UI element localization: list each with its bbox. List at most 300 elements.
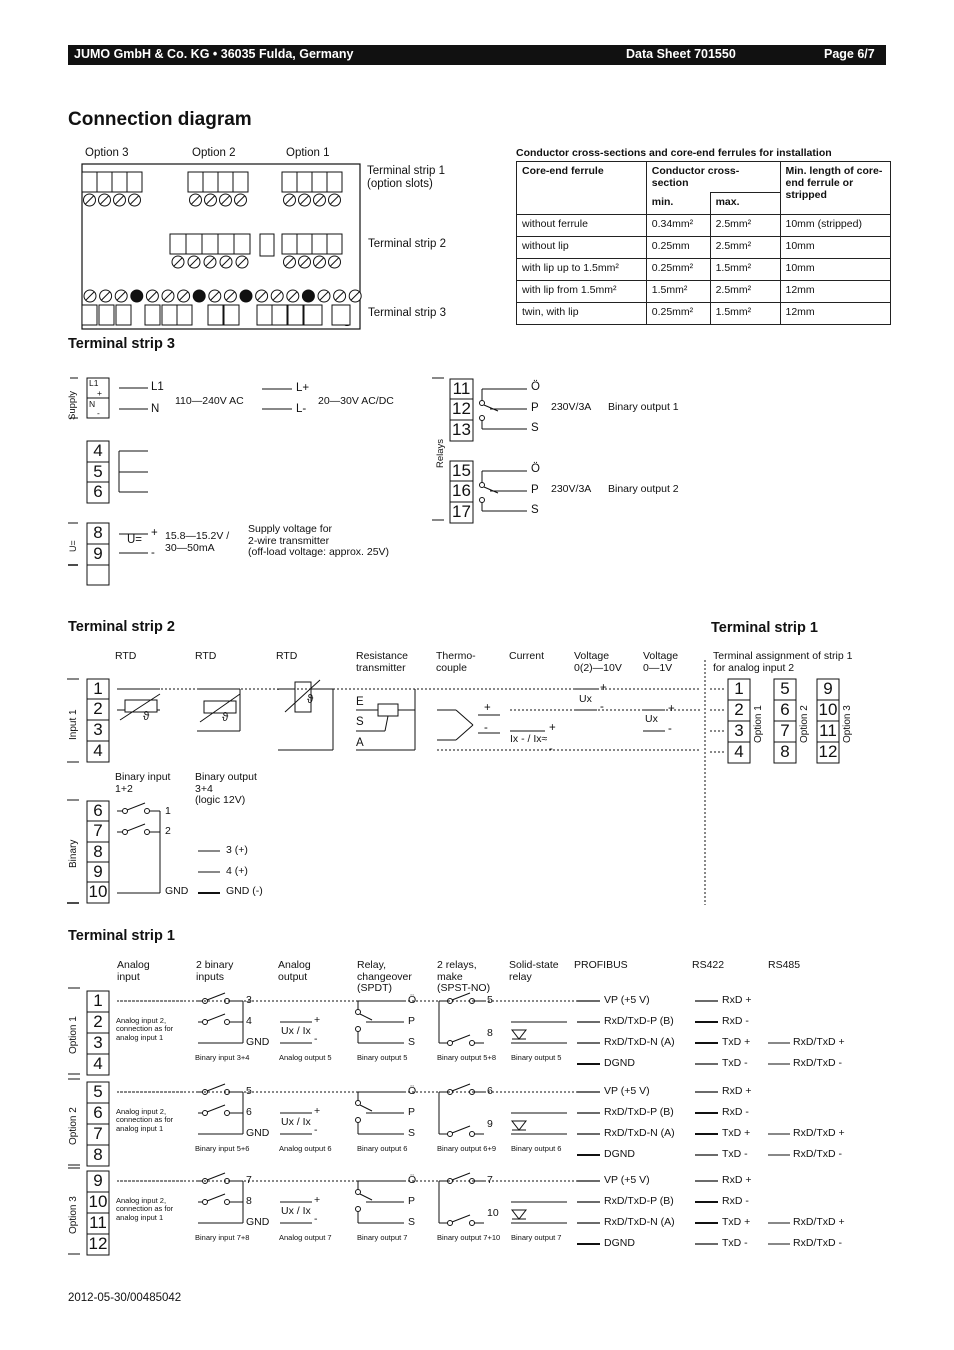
screw-icon	[240, 290, 252, 302]
ts1-column-header: RS422	[692, 959, 725, 971]
company-name: JUMO GmbH & Co. KG • 36035 Fulda, Germany	[74, 47, 354, 61]
ssr-caption: Binary output 6	[511, 1144, 562, 1153]
overview-terminal	[233, 172, 248, 192]
switch-contact	[123, 809, 128, 814]
conductor-cell: 12mm	[780, 303, 891, 325]
screw-icon	[302, 290, 314, 302]
overview-terminal	[208, 305, 223, 325]
overview-terminal	[186, 234, 202, 254]
ts3-terminal: 9	[93, 544, 103, 563]
profibus-signal: VP (+5 V)	[604, 1085, 650, 1097]
rs422-signal: TxD -	[722, 1237, 748, 1249]
bout-4: 4 (+)	[226, 865, 248, 877]
terminal-box	[87, 565, 109, 585]
conductor-cell: with lip up to 1.5mm²	[517, 259, 647, 281]
overview-terminal	[327, 234, 342, 254]
relay-terminal: 11	[452, 379, 471, 398]
lplus-mark: +	[97, 388, 102, 398]
minus: -	[549, 743, 553, 755]
switch-contact	[480, 416, 485, 421]
current-label: Ix - / Ix≈	[510, 733, 548, 745]
overview-terminal	[297, 234, 312, 254]
overview-terminal	[312, 172, 327, 192]
ts1-column-header: RS485	[768, 959, 801, 971]
strip3-label: Terminal strip 3	[368, 307, 446, 319]
assign-terminal: 8	[780, 742, 790, 761]
uxix-label: Ux / Ix	[281, 1116, 311, 1128]
ts3-terminal: 6	[93, 482, 103, 501]
contact-s: S	[531, 504, 539, 516]
switch-contact	[123, 830, 128, 835]
ts2-column-header: Current	[509, 650, 545, 662]
minus: -	[314, 1213, 318, 1225]
overview-terminal	[127, 172, 142, 192]
ac-range: 110—240V AC	[175, 395, 244, 407]
a-label: A	[356, 737, 364, 749]
switch-contact	[203, 1111, 208, 1116]
bin-1: 1	[165, 805, 171, 817]
col-max: max.	[710, 193, 780, 215]
switch-contact	[356, 1101, 361, 1106]
gnd-label: GND	[165, 885, 189, 897]
switch-contact	[470, 1041, 475, 1046]
wire	[456, 725, 473, 740]
plus: +	[484, 702, 491, 714]
assign-terminal: 4	[734, 742, 744, 761]
contact-s: S	[408, 1216, 416, 1228]
theta-symbol: ϑ	[222, 712, 229, 724]
option-label: Option 3	[85, 147, 129, 159]
ts2-title: Terminal strip 2	[68, 619, 175, 635]
relays-caption: Binary output 5+8	[437, 1053, 497, 1062]
overview-terminal	[224, 305, 239, 325]
uxix-label: Ux / Ix	[281, 1205, 311, 1217]
theta-symbol: ϑ	[307, 694, 314, 706]
bout-3: 3 (+)	[226, 844, 248, 856]
assign-terminal: 5	[780, 679, 790, 698]
relay-caption: Binary output 6	[357, 1144, 408, 1153]
overview-terminal	[112, 172, 127, 192]
ts1-option-label: Option 2	[68, 1107, 79, 1145]
binary-output-label: Binary output 2	[608, 483, 679, 495]
plus: +	[600, 682, 607, 694]
switch-contact	[480, 498, 485, 503]
switch-contact	[356, 1010, 361, 1015]
wire	[207, 1194, 225, 1201]
switch-contact	[225, 1111, 230, 1116]
page-title: Connection diagram	[68, 109, 252, 130]
col-min: min.	[646, 193, 710, 215]
binary-terminal: 8	[93, 842, 103, 861]
switch-contact	[448, 1132, 453, 1137]
ux-label: Ux	[579, 693, 592, 705]
ts2-column-header: Voltage 0—1V	[643, 650, 679, 674]
relay-term: 9	[487, 1118, 493, 1130]
ts1-terminal: 9	[93, 1171, 103, 1190]
theta-symbol: ϑ	[143, 711, 150, 723]
analog-output-caption: Analog output 7	[279, 1233, 332, 1242]
analog-note: Analog input 2, connection as for analog input 1	[116, 1016, 174, 1042]
col-minlen: Min. length of core-end ferrule or stripped	[780, 162, 891, 215]
ts1-terminal: 6	[93, 1103, 103, 1122]
ssr-caption: Binary output 5	[511, 1053, 562, 1062]
plus: +	[314, 1014, 321, 1026]
switch-contact	[145, 830, 150, 835]
overview-terminal	[282, 234, 297, 254]
conductor-cell: 2.5mm²	[710, 281, 780, 303]
ssr-icon	[512, 1210, 526, 1219]
profibus-signal: VP (+5 V)	[604, 1174, 650, 1186]
analog-note: Analog input 2, connection as for analog input 1	[116, 1196, 174, 1222]
rs422-signal: RxD -	[722, 1015, 749, 1027]
ts1-terminal: 8	[93, 1145, 103, 1164]
datasheet-number: Data Sheet 701550	[626, 47, 736, 61]
switch-contact	[448, 1221, 453, 1226]
ts1-terminal: 5	[93, 1082, 103, 1101]
bi-term: 6	[246, 1106, 252, 1118]
relays-caption: Binary output 7+10	[437, 1233, 501, 1242]
conductor-cell: 2.5mm²	[710, 237, 780, 259]
contact-p: P	[531, 484, 539, 496]
input-terminal: 2	[93, 699, 103, 718]
screw-icon	[193, 290, 205, 302]
overview-terminal	[282, 172, 297, 192]
ts2-column-header: Voltage 0(2)—10V	[574, 650, 622, 674]
contact-s: S	[408, 1127, 416, 1139]
profibus-signal: RxD/TxD-P (B)	[604, 1195, 674, 1207]
input1-label: Input 1	[68, 709, 79, 740]
switch-contact	[356, 1027, 361, 1032]
wire	[452, 1173, 470, 1180]
overview-terminal	[272, 305, 287, 325]
bi-term: 4	[246, 1015, 252, 1027]
ts1-column-header: Solid-state relay	[509, 959, 559, 983]
input-terminal: 1	[93, 679, 103, 698]
conductor-cell: 2.5mm²	[710, 215, 780, 237]
relay-terminal: 12	[452, 399, 471, 418]
assign-terminal: 12	[818, 742, 838, 761]
overview-terminal	[116, 305, 131, 325]
switch-contact	[480, 483, 485, 488]
relay-terminal: 17	[452, 502, 471, 521]
contact-s: S	[531, 422, 539, 434]
conductor-cell: without lip	[517, 237, 647, 259]
conductor-cell: 1.5mm²	[646, 281, 710, 303]
overview-terminal	[82, 305, 97, 325]
ts1-column-header: Analog input	[117, 959, 150, 983]
ts1-terminal: 7	[93, 1124, 103, 1143]
minus: -	[314, 1033, 318, 1045]
bi-term: 3	[246, 994, 252, 1006]
footer-doc-id: 2012-05-30/00485042	[68, 1292, 182, 1304]
overview-terminal	[312, 234, 327, 254]
minus: -	[600, 701, 604, 713]
overview-terminal	[218, 172, 233, 192]
ts1-terminal: 10	[88, 1192, 108, 1211]
wire	[452, 1215, 470, 1222]
conductor-cell: 12mm	[780, 281, 891, 303]
wire	[456, 710, 473, 725]
profibus-signal: RxD/TxD-N (A)	[604, 1127, 675, 1139]
binary-input-caption: Binary input 7+8	[195, 1233, 250, 1242]
u-label: U=	[68, 540, 78, 552]
rs422-signal: RxD +	[722, 1174, 752, 1186]
conductor-cell: 1.5mm²	[710, 259, 780, 281]
wire	[484, 405, 498, 411]
wire	[127, 824, 145, 831]
rs422-signal: TxD +	[722, 1127, 751, 1139]
gnd-label: GND	[246, 1127, 270, 1139]
relay-terminal: 16	[452, 481, 471, 500]
binary-input-header: Binary input 1+2	[115, 771, 171, 795]
overview-terminal	[297, 172, 312, 192]
profibus-signal: RxD/TxD-N (A)	[604, 1216, 675, 1228]
conductor-cell: 0.25mm²	[646, 303, 710, 325]
input-terminal: 4	[93, 741, 103, 760]
assign-terminal: 2	[734, 700, 744, 719]
profibus-signal: RxD/TxD-P (B)	[604, 1106, 674, 1118]
ts3-terminal: 5	[93, 462, 103, 481]
overview-terminal	[170, 234, 186, 254]
conductor-cell: twin, with lip	[517, 303, 647, 325]
lplus-label: L+	[296, 382, 310, 394]
profibus-signal: DGND	[604, 1148, 635, 1160]
overview-terminal	[82, 172, 97, 192]
ts1-column-header: 2 binary inputs	[196, 959, 234, 983]
contact-p: P	[408, 1195, 416, 1207]
plus: +	[549, 722, 556, 734]
bi-term: 5	[246, 1085, 252, 1097]
assign-terminal: 7	[780, 721, 790, 740]
conductor-cell: 1.5mm²	[710, 303, 780, 325]
wire	[207, 1084, 225, 1091]
conductor-cell: with lip from 1.5mm²	[517, 281, 647, 303]
bin-2: 2	[165, 825, 171, 837]
ts1-terminal: 11	[89, 1213, 107, 1232]
rs485-signal: RxD/TxD -	[793, 1237, 842, 1249]
ts1-option-label: Option 1	[68, 1016, 79, 1054]
uxix-label: Ux / Ix	[281, 1025, 311, 1037]
strip1-label: Terminal strip 1 (option slots)	[367, 165, 445, 190]
ts1-terminal: 4	[93, 1054, 103, 1073]
relay-terminal: 15	[452, 461, 471, 480]
ts3-terminal: 8	[93, 523, 103, 542]
input-terminal: 3	[93, 720, 103, 739]
overview-terminal	[188, 172, 203, 192]
ts3-title: Terminal strip 3	[68, 336, 175, 352]
conductor-cell: 10mm (stripped)	[780, 215, 891, 237]
bi-term: 8	[246, 1195, 252, 1207]
switch-contact	[448, 1041, 453, 1046]
col-conductor: Conductor cross-section	[646, 162, 780, 193]
wire	[360, 1105, 372, 1111]
overview-terminal	[234, 234, 250, 254]
tx-desc: Supply voltage for 2-wire transmitter (off-load voltage: approx. 25V)	[248, 523, 390, 559]
switch-contact	[145, 809, 150, 814]
plus: +	[314, 1194, 321, 1206]
switch-contact	[203, 1200, 208, 1205]
wire	[385, 716, 388, 731]
ts1-terminal: 1	[93, 991, 103, 1010]
wire	[207, 993, 225, 1000]
plus: +	[314, 1105, 321, 1117]
rs422-signal: TxD +	[722, 1036, 751, 1048]
bout-gnd: GND (-)	[226, 885, 263, 897]
acdc-range: 20—30V AC/DC	[318, 395, 394, 407]
wire	[452, 1084, 470, 1091]
tx-range: 15.8—15.2V / 30—50mA	[165, 530, 230, 554]
contact-o: Ö	[408, 1085, 417, 1097]
rs422-signal: RxD -	[722, 1195, 749, 1207]
ssr-icon	[512, 1121, 526, 1130]
rs422-signal: TxD -	[722, 1057, 748, 1069]
screw-icon	[131, 290, 143, 302]
ts2-column-header: RTD	[276, 650, 298, 662]
wire	[207, 1014, 225, 1021]
binary-terminal: 7	[93, 821, 103, 840]
contact-o: Ö	[408, 994, 417, 1006]
gnd-label: GND	[246, 1036, 270, 1048]
rs422-signal: TxD +	[722, 1216, 751, 1228]
relay-term: 8	[487, 1027, 493, 1039]
binary-input-caption: Binary input 3+4	[195, 1053, 250, 1062]
wire	[360, 1194, 372, 1200]
assign-terminal: 6	[780, 700, 790, 719]
binary-output-label: Binary output 1	[608, 401, 679, 413]
rs485-signal: RxD/TxD +	[793, 1216, 845, 1228]
option-label: Option 2	[192, 147, 236, 159]
ts3-terminal: 4	[93, 441, 103, 460]
binary-label: Binary	[68, 839, 79, 868]
bi-term: 7	[246, 1174, 252, 1186]
relays-caption: Binary output 6+9	[437, 1144, 497, 1153]
profibus-signal: VP (+5 V)	[604, 994, 650, 1006]
profibus-signal: RxD/TxD-P (B)	[604, 1015, 674, 1027]
analog-note: Analog input 2, connection as for analog input 1	[116, 1107, 174, 1133]
pot-resistor	[378, 704, 398, 716]
ts1-column-header: Relay, changeover (SPDT)	[357, 959, 412, 995]
overview-terminal	[218, 234, 234, 254]
overview-terminal	[257, 305, 272, 325]
minus: -	[151, 547, 155, 559]
profibus-signal: RxD/TxD-N (A)	[604, 1036, 675, 1048]
lminus-label: L-	[296, 403, 307, 415]
col-ferrule: Core-end ferrule	[517, 162, 647, 215]
plus: +	[151, 527, 158, 539]
ssr-caption: Binary output 7	[511, 1233, 562, 1242]
ts1-terminal: 12	[88, 1234, 108, 1253]
rs422-signal: RxD +	[722, 1085, 752, 1097]
overview-terminal	[97, 172, 112, 192]
relay-term: 7	[487, 1174, 493, 1186]
ts1-column-header: 2 relays, make (SPST-NO)	[437, 959, 491, 995]
binary-terminal: 9	[93, 862, 103, 881]
rs485-signal: RxD/TxD -	[793, 1148, 842, 1160]
overview-terminal	[99, 305, 114, 325]
switch-contact	[470, 1221, 475, 1226]
minus: -	[314, 1124, 318, 1136]
overview-terminal	[332, 305, 350, 325]
u-source: U=	[127, 534, 143, 546]
ts1-column-header: Analog output	[278, 959, 311, 983]
rs485-signal: RxD/TxD +	[793, 1036, 845, 1048]
relay-caption: Binary output 5	[357, 1053, 408, 1062]
assign-option-label: Option 3	[842, 705, 853, 743]
contact-s: S	[408, 1036, 416, 1048]
ts2-column-header: RTD	[195, 650, 217, 662]
assign-option-label: Option 2	[799, 705, 810, 743]
overview-terminal	[202, 234, 218, 254]
relay-term: 10	[487, 1207, 499, 1219]
contact-o: Ö	[531, 463, 540, 475]
switch-contact	[225, 1200, 230, 1205]
conductor-cell: 10mm	[780, 259, 891, 281]
ts1-title: Terminal strip 1	[68, 928, 175, 944]
ts2-column-header: RTD	[115, 650, 137, 662]
assign-option-label: Option 1	[753, 705, 764, 743]
assign-terminal: 9	[823, 679, 833, 698]
conductor-cell: without ferrule	[517, 215, 647, 237]
contact-o: Ö	[531, 381, 540, 393]
strip2-label: Terminal strip 2	[368, 238, 446, 250]
switch-contact	[356, 1190, 361, 1195]
minus: -	[484, 722, 488, 734]
assign-terminal: 3	[734, 721, 744, 740]
profibus-signal: DGND	[604, 1057, 635, 1069]
assign-terminal: 1	[734, 679, 744, 698]
overview-terminal	[288, 305, 303, 325]
rtd-resistor	[204, 701, 236, 713]
overview-terminal	[177, 305, 192, 325]
contact-p: P	[531, 402, 539, 414]
wire	[207, 1105, 225, 1112]
n-label: N	[151, 403, 160, 415]
l1-mark: L1	[89, 378, 99, 388]
analog-output-caption: Analog output 5	[279, 1053, 332, 1062]
option-label: Option 1	[286, 147, 330, 159]
conductor-cell: 0.25mm²	[646, 259, 710, 281]
ts2-column-header: Thermo- couple	[436, 650, 476, 674]
overview-terminal	[304, 305, 322, 325]
binary-terminal: 6	[93, 801, 103, 820]
ts1-option-label: Option 3	[68, 1196, 79, 1234]
switch-contact	[480, 401, 485, 406]
wire	[452, 1035, 470, 1042]
e-label: E	[356, 696, 364, 708]
page-number: Page 6/7	[824, 47, 875, 61]
relay-caption: Binary output 7	[357, 1233, 408, 1242]
lminus-mark: -	[97, 408, 100, 418]
overview-terminal	[145, 305, 160, 325]
s-label: S	[356, 716, 364, 728]
binary-input-caption: Binary input 5+6	[195, 1144, 250, 1153]
assign-terminal: 11	[819, 721, 837, 740]
rs422-signal: RxD -	[722, 1106, 749, 1118]
contact-p: P	[408, 1015, 416, 1027]
relay-rating: 230V/3A	[551, 483, 592, 495]
relay-term: 5	[487, 994, 493, 1006]
switch-contact	[356, 1118, 361, 1123]
rs422-signal: TxD -	[722, 1148, 748, 1160]
n-mark: N	[89, 399, 96, 409]
conductor-cell: 0.34mm²	[646, 215, 710, 237]
conductor-table-title: Conductor cross-sections and core-end ferrules for installation	[516, 147, 832, 159]
ts1-terminal: 3	[93, 1033, 103, 1052]
relay-terminal: 13	[452, 420, 471, 439]
wire	[207, 1173, 225, 1180]
minus: -	[668, 723, 672, 735]
contact-o: Ö	[408, 1174, 417, 1186]
